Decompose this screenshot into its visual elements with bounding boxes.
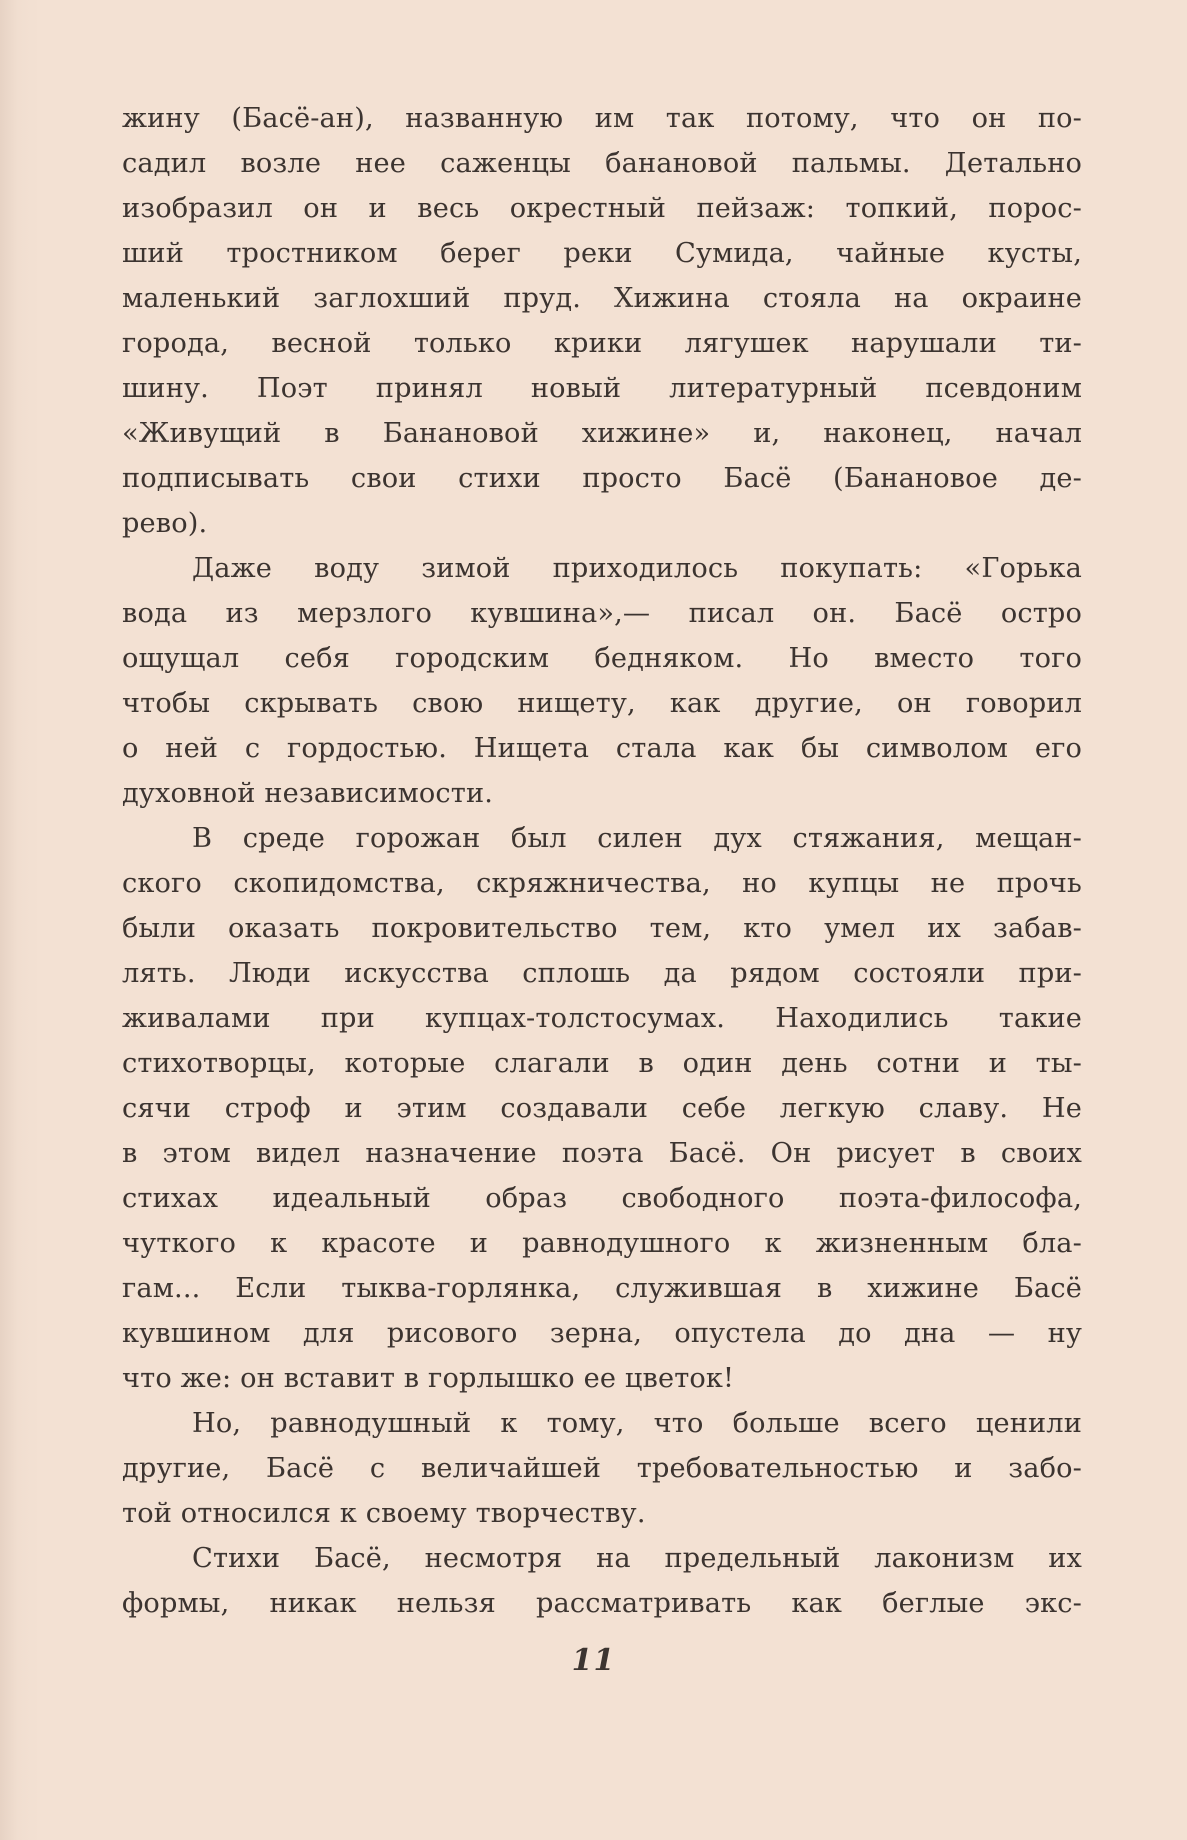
text-line: о ней с гордостью. Нищета стала как бы символом его — [122, 733, 1082, 764]
text-line: города, весной только крики лягушек нарушали ти- — [122, 328, 1082, 359]
text-line: садил возле нее саженцы банановой пальмы. Детально — [122, 148, 1082, 179]
text-line: стихотворцы, которые слагали в один день сотни и ты- — [122, 1048, 1082, 1079]
body-text — [122, 96, 1082, 1626]
text-line: ший тростником берег реки Сумида, чайные кусты, — [122, 238, 1082, 269]
text-line: гам... Если тыква-горлянка, служившая в хижине Басё — [122, 1273, 1082, 1304]
text-line: чтобы скрывать свою нищету, как другие, он говорил — [122, 688, 1082, 719]
text-line: жину (Басё-ан), названную им так потому, что он по- — [122, 103, 1082, 134]
text-line: другие, Басё с величайшей требовательностью и забо- — [122, 1453, 1082, 1484]
text-line: кувшином для рисового зерна, опустела до дна — ну — [122, 1318, 1082, 1349]
text-line: Но, равнодушный к тому, что больше всего ценили — [192, 1408, 1082, 1439]
text-line: изобразил он и весь окрестный пейзаж: топкий, порос- — [122, 193, 1082, 224]
text-line: рево). — [122, 508, 208, 539]
text-line: шину. Поэт принял новый литературный псевдоним — [122, 373, 1082, 404]
text-line: Даже воду зимой приходилось покупать: «Горька — [192, 553, 1082, 584]
text-line: духовной независимости. — [122, 778, 494, 809]
text-line: ского скопидомства, скряжничества, но купцы не прочь — [122, 868, 1082, 899]
text-line: вода из мерзлого кувшина»,— писал он. Басё остро — [122, 598, 1082, 629]
text-line: маленький заглохший пруд. Хижина стояла на окраине — [122, 283, 1082, 314]
text-line: были оказать покровительство тем, кто умел их забав- — [122, 913, 1082, 944]
text-line: лять. Люди искусства сплошь да рядом состояли при- — [122, 958, 1082, 989]
text-line: «Живущий в Банановой хижине» и, наконец, начал — [122, 418, 1082, 449]
text-line: что же: он вставит в горлышко ее цветок! — [122, 1363, 735, 1394]
text-line: сячи строф и этим создавали себе легкую славу. Не — [122, 1093, 1082, 1124]
text-line: ощущал себя городским бедняком. Но вместо того — [122, 643, 1082, 674]
text-line: подписывать свои стихи просто Басё (Банановое де- — [122, 463, 1082, 494]
text-line: стихах идеальный образ свободного поэта-философа, — [122, 1183, 1082, 1214]
page-number: 11 — [571, 1643, 616, 1678]
text-line: той относился к своему творчеству. — [122, 1498, 646, 1529]
text-line: формы, никак нельзя рассматривать как беглые экс- — [122, 1588, 1082, 1619]
text-line: В среде горожан был силен дух стяжания, мещан- — [192, 823, 1082, 854]
text-line: Стихи Басё, несмотря на предельный лаконизм их — [192, 1543, 1082, 1574]
text-line: чуткого к красоте и равнодушного к жизненным бла- — [122, 1228, 1082, 1259]
text-line: в этом видел назначение поэта Басё. Он рисует в своих — [122, 1138, 1082, 1169]
text-line: живалами при купцах-толстосумах. Находились такие — [122, 1003, 1082, 1034]
